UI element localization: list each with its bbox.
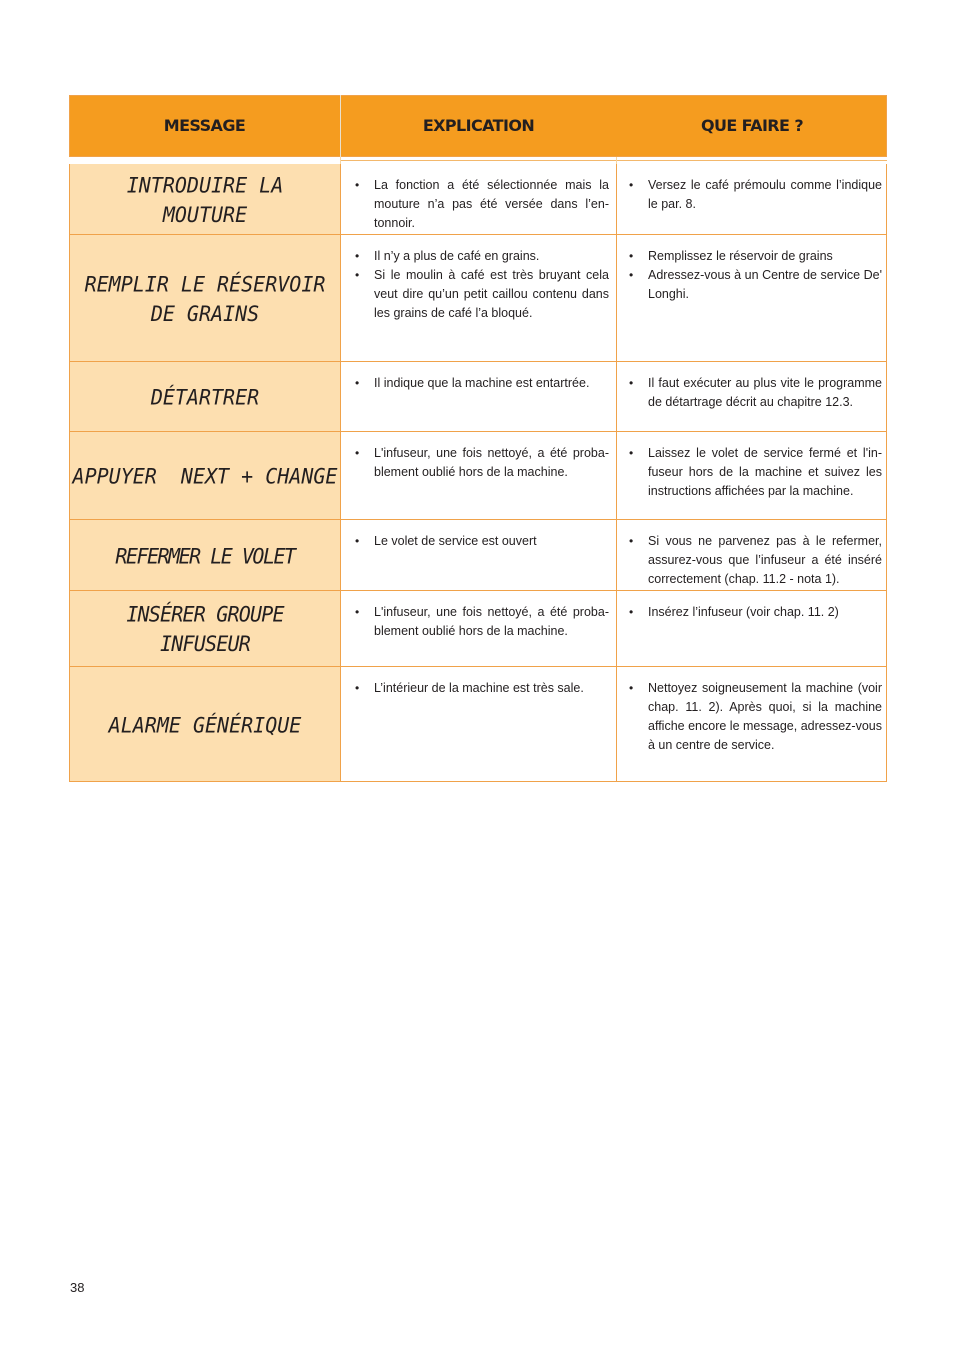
column-divider	[886, 164, 887, 235]
table-row	[69, 667, 887, 782]
table-row	[69, 432, 887, 520]
display-message: ALARME GÉNÉRIQUE	[108, 711, 302, 738]
explication-item: • Le volet de service est ouvert	[347, 532, 609, 551]
message-cell	[69, 235, 340, 362]
column-divider	[616, 164, 617, 235]
que-faire-list	[621, 603, 882, 622]
display-message: INTRODUIRE LA MOUTURE	[126, 172, 284, 227]
column-divider	[616, 667, 617, 782]
column-divider	[340, 164, 341, 235]
table-row	[69, 591, 887, 667]
que-faire-item: • Remplissez le réservoir de grains	[621, 247, 882, 266]
table-row	[69, 362, 887, 432]
message-cell	[69, 362, 340, 432]
display-message: REMPLIR LE RÉSERVOIR DE GRAINS	[84, 271, 326, 326]
explication-list	[347, 247, 609, 323]
header-message: MESSAGE	[163, 116, 246, 135]
column-divider	[886, 591, 887, 667]
column-divider	[340, 362, 341, 432]
display-message: INSÉRER GROUPE INFUSEUR	[126, 601, 284, 657]
explication-list	[347, 603, 609, 641]
display-message: APPUYER NEXT + CHANGE	[72, 463, 338, 489]
explication-list	[347, 679, 609, 698]
column-divider	[340, 432, 341, 520]
explication-list	[347, 374, 609, 393]
que-faire-item: • Insérez l’infuseur (voir chap. 11. 2)	[621, 603, 882, 622]
column-divider	[886, 362, 887, 432]
table-row	[69, 235, 887, 362]
header-explication: EXPLICATION	[422, 116, 535, 135]
que-faire-item: • Nettoyez soigneusement la machine (voir chap. 11. 2). Après quoi, si la machine affiche encore le message, adressez-vous à un centre de service.	[621, 679, 882, 755]
que-faire-list	[621, 679, 882, 755]
explication-item: • La fonction a été sélectionnée mais la mouture n’a pas été versée dans l’entonnoir.	[347, 176, 609, 233]
message-cell	[69, 432, 340, 520]
table-row	[69, 520, 887, 591]
explication-item: • Il n’y a plus de café en grains.	[347, 247, 609, 266]
que-faire-list	[621, 532, 882, 589]
que-faire-list	[621, 176, 882, 214]
message-cell	[69, 667, 340, 782]
table-row	[69, 164, 887, 235]
column-divider	[616, 235, 617, 362]
explication-item: • L’intérieur de la machine est très sale.	[347, 679, 609, 698]
column-divider	[340, 520, 341, 591]
explication-item: • L'infuseur, une fois nettoyé, a été probablement oublié hors de la machine.	[347, 444, 609, 482]
que-faire-list	[621, 374, 882, 412]
que-faire-item: • Laissez le volet de service fermé et l'infuseur hors de la machine et suivez les instructions affichées par la machine.	[621, 444, 882, 501]
column-divider	[616, 591, 617, 667]
que-faire-item: • Versez le café prémoulu comme l’indique le par. 8.	[621, 176, 882, 214]
header-que-faire: QUE FAIRE ?	[700, 116, 804, 135]
column-divider	[340, 667, 341, 782]
message-cell	[69, 164, 340, 235]
column-divider	[886, 667, 887, 782]
message-cell	[69, 591, 340, 667]
message-cell	[69, 520, 340, 591]
row-divider	[69, 781, 887, 782]
column-divider	[616, 520, 617, 591]
header-gap-line	[340, 160, 887, 161]
explication-item: • Il indique que la machine est entartrée.	[347, 374, 609, 393]
explication-list	[347, 532, 609, 551]
explication-list	[347, 444, 609, 482]
column-divider	[340, 235, 341, 362]
display-message: DÉTARTRER	[150, 384, 260, 410]
que-faire-item: • Il faut exécuter au plus vite le programme de détartrage décrit au chapitre 12.3.	[621, 374, 882, 412]
column-divider	[340, 591, 341, 667]
column-divider	[886, 235, 887, 362]
que-faire-item: • Si vous ne parvenez pas à le refermer, assurez-vous que l’infuseur a été inséré correctement (chap. 11.2 - nota 1).	[621, 532, 882, 589]
que-faire-item: • Adressez-vous à un Centre de service De' Longhi.	[621, 266, 882, 304]
display-message: REFERMER LE VOLET	[115, 542, 295, 569]
page-number: 38	[70, 1280, 85, 1295]
column-divider	[886, 432, 887, 520]
explication-item: • Si le moulin à café est très bruyant cela veut dire qu’un petit caillou contenu dans les grains de café l’a bloqué.	[347, 266, 609, 323]
column-divider	[616, 432, 617, 520]
que-faire-list	[621, 247, 882, 304]
column-divider	[886, 520, 887, 591]
que-faire-list	[621, 444, 882, 501]
column-divider	[616, 362, 617, 432]
explication-list	[347, 176, 609, 233]
explication-item: • L'infuseur, une fois nettoyé, a été probablement oublié hors de la machine.	[347, 603, 609, 641]
